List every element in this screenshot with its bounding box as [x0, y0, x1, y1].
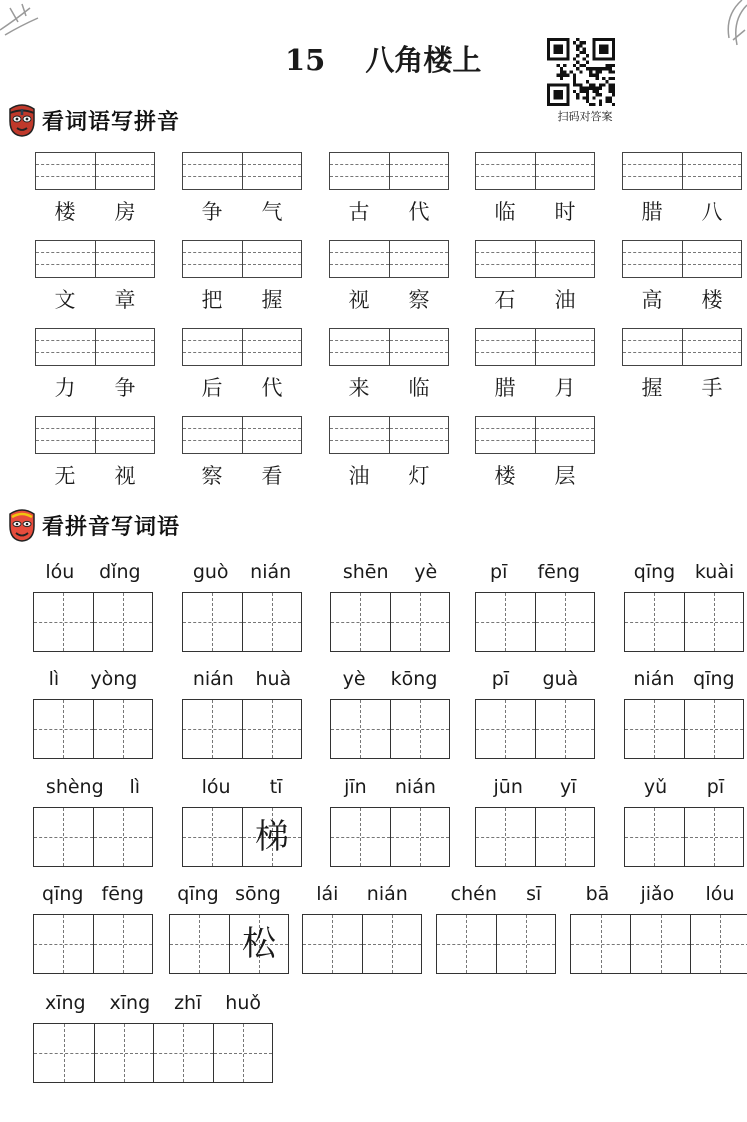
pinyin-writing-grid[interactable]: [329, 240, 449, 278]
character-writing-cell[interactable]: [476, 808, 535, 866]
pinyin-label: [33, 775, 153, 799]
pinyin-syllable: yī: [559, 776, 577, 798]
character-writing-grid[interactable]: [436, 914, 556, 974]
pinyin-writing-cell[interactable]: [330, 417, 389, 453]
character-writing-cell[interactable]: [183, 808, 242, 866]
pinyin-writing-cell[interactable]: [535, 329, 595, 365]
character-writing-grid[interactable]: [182, 807, 302, 867]
word-character: 腊: [494, 376, 516, 400]
pinyin-writing-cell[interactable]: [682, 153, 742, 189]
pinyin-writing-cell[interactable]: [623, 241, 682, 277]
word-label: [475, 463, 595, 489]
character-writing-cell[interactable]: [390, 593, 449, 651]
pinyin-writing-cell[interactable]: [535, 417, 595, 453]
pinyin-writing-grid[interactable]: [329, 328, 449, 366]
character-writing-cell[interactable]: [93, 915, 152, 973]
character-writing-cell[interactable]: [684, 593, 743, 651]
pinyin-syllable: qīng: [42, 883, 84, 905]
pinyin-writing-grid[interactable]: [182, 240, 302, 278]
word-label: [475, 199, 595, 225]
character-writing-grid[interactable]: [475, 592, 595, 652]
word-character: 腊: [641, 200, 663, 224]
pinyin-syllable: lóu: [45, 561, 75, 583]
pinyin-syllable: shēn: [342, 561, 389, 583]
pinyin-label: [182, 667, 302, 691]
pinyin-writing-grid[interactable]: [35, 416, 155, 454]
pinyin-writing-grid[interactable]: [35, 328, 155, 366]
word-label: [182, 463, 302, 489]
pinyin-label: [624, 775, 744, 799]
pinyin-writing-cell[interactable]: [682, 241, 742, 277]
word-character: 握: [261, 288, 283, 312]
pinyin-syllable: yòng: [90, 668, 138, 690]
character-writing-cell[interactable]: [242, 700, 301, 758]
pinyin-writing-grid[interactable]: [622, 152, 742, 190]
character-writing-cell[interactable]: [153, 1024, 213, 1082]
pinyin-writing-cell[interactable]: [183, 153, 242, 189]
pinyin-writing-cell[interactable]: [535, 153, 595, 189]
pinyin-label: [475, 667, 595, 691]
character-writing-grid[interactable]: [302, 914, 422, 974]
character-writing-cell[interactable]: [170, 915, 229, 973]
page-title: [285, 40, 525, 80]
pinyin-writing-cell[interactable]: [623, 153, 682, 189]
pinyin-syllable: nián: [366, 883, 408, 905]
pinyin-writing-cell[interactable]: [330, 329, 389, 365]
word-character: 视: [348, 288, 370, 312]
word-character: 临: [408, 376, 430, 400]
pinyin-syllable: yè: [414, 561, 438, 583]
pinyin-writing-grid[interactable]: [329, 416, 449, 454]
character-writing-cell[interactable]: [34, 593, 93, 651]
pinyin-writing-cell[interactable]: [95, 241, 155, 277]
word-label: [622, 199, 742, 225]
pinyin-syllable: tī: [269, 776, 283, 798]
pinyin-syllable: yǔ: [643, 776, 668, 798]
character-writing-cell[interactable]: [625, 808, 684, 866]
pinyin-syllable: shèng: [45, 776, 104, 798]
lesson-title: 八角楼上: [365, 43, 482, 77]
pinyin-writing-cell[interactable]: [682, 329, 742, 365]
pinyin-label: [330, 775, 450, 799]
word-label: [35, 375, 155, 401]
pinyin-syllable: pī: [491, 668, 510, 690]
pinyin-writing-cell[interactable]: [242, 153, 302, 189]
word-character: 察: [201, 464, 223, 488]
pinyin-writing-grid[interactable]: [182, 328, 302, 366]
character-writing-cell[interactable]: [625, 593, 684, 651]
word-character: 察: [408, 288, 430, 312]
pinyin-writing-grid[interactable]: [35, 240, 155, 278]
pinyin-writing-cell[interactable]: [95, 329, 155, 365]
character-writing-cell[interactable]: [571, 915, 630, 973]
character-writing-grid[interactable]: [33, 1023, 273, 1083]
character-writing-grid[interactable]: [33, 592, 153, 652]
pinyin-writing-cell[interactable]: [36, 329, 95, 365]
qr-code-icon[interactable]: [547, 38, 615, 106]
pinyin-syllable: kōng: [390, 668, 438, 690]
pinyin-writing-grid[interactable]: [475, 416, 595, 454]
pinyin-writing-grid[interactable]: [622, 240, 742, 278]
pinyin-label: [330, 667, 450, 691]
character-writing-cell[interactable]: [535, 593, 594, 651]
pinyin-syllable: jūn: [493, 776, 523, 798]
word-character: 后: [201, 376, 223, 400]
character-writing-cell[interactable]: [690, 915, 747, 973]
pinyin-writing-cell[interactable]: [95, 153, 155, 189]
pinyin-syllable: qīng: [177, 883, 219, 905]
word-character: 文: [54, 288, 76, 312]
pinyin-writing-grid[interactable]: [622, 328, 742, 366]
pinyin-label: [182, 560, 302, 584]
word-label: [329, 463, 449, 489]
word-character: 高: [641, 288, 663, 312]
word-character: 油: [348, 464, 370, 488]
character-writing-cell[interactable]: [183, 593, 242, 651]
word-character: 把: [201, 288, 223, 312]
pinyin-writing-cell[interactable]: [36, 153, 95, 189]
character-writing-cell[interactable]: [34, 1024, 94, 1082]
pinyin-writing-grid[interactable]: [475, 152, 595, 190]
pinyin-syllable: qīng: [633, 561, 676, 583]
word-character: 临: [494, 200, 516, 224]
pinyin-writing-cell[interactable]: [36, 241, 95, 277]
section-heading-pinyin-to-words: [6, 505, 180, 545]
pinyin-syllable: lóu: [201, 776, 231, 798]
character-writing-cell[interactable]: [390, 700, 449, 758]
character-writing-cell[interactable]: [93, 700, 152, 758]
pinyin-syllable: qīng: [693, 668, 735, 690]
opera-mask-icon: [6, 103, 38, 137]
character-writing-cell[interactable]: [630, 915, 689, 973]
character-writing-cell[interactable]: [34, 915, 93, 973]
character-writing-grid[interactable]: [33, 807, 153, 867]
lesson-number: 15: [285, 43, 326, 77]
character-writing-cell[interactable]: [93, 593, 152, 651]
pinyin-writing-grid[interactable]: [475, 328, 595, 366]
word-character: 代: [261, 376, 283, 400]
character-writing-cell[interactable]: [684, 700, 743, 758]
pinyin-label: [624, 560, 744, 584]
pinyin-label: [33, 991, 273, 1015]
pinyin-syllable: pī: [490, 561, 508, 583]
word-label: [475, 375, 595, 401]
pinyin-writing-cell[interactable]: [183, 417, 242, 453]
pinyin-label: [330, 560, 450, 584]
word-label: [329, 199, 449, 225]
pinyin-writing-cell[interactable]: [476, 153, 535, 189]
pinyin-syllable: chén: [450, 883, 497, 905]
word-character: 代: [408, 200, 430, 224]
character-writing-cell[interactable]: [183, 700, 242, 758]
section-heading-words-to-pinyin: [6, 100, 180, 140]
pinyin-syllable: pī: [706, 776, 725, 798]
character-writing-cell[interactable]: [331, 808, 390, 866]
character-writing-cell[interactable]: [303, 915, 362, 973]
character-writing-cell[interactable]: [476, 700, 535, 758]
pinyin-syllable: sī: [526, 883, 542, 905]
pinyin-writing-cell[interactable]: [330, 153, 389, 189]
character-writing-grid[interactable]: [330, 699, 450, 759]
character-writing-grid[interactable]: [33, 914, 153, 974]
word-label: [182, 287, 302, 313]
word-character: 看: [261, 464, 283, 488]
corner-decoration: [687, 0, 747, 60]
character-writing-cell[interactable]: [93, 808, 152, 866]
character-writing-grid[interactable]: [330, 807, 450, 867]
word-character: 气: [261, 200, 283, 224]
pinyin-writing-grid[interactable]: [329, 152, 449, 190]
pinyin-writing-grid[interactable]: [182, 416, 302, 454]
pinyin-writing-cell[interactable]: [389, 153, 449, 189]
handwritten-character: 梯: [254, 817, 289, 857]
character-writing-cell[interactable]: [242, 808, 301, 866]
pinyin-syllable: huǒ: [225, 992, 262, 1014]
pinyin-syllable: nián: [394, 776, 436, 798]
pinyin-label: [182, 775, 302, 799]
pinyin-syllable: jiǎo: [640, 883, 675, 905]
pinyin-writing-cell[interactable]: [242, 241, 302, 277]
word-character: 视: [114, 464, 136, 488]
pinyin-syllable: nián: [192, 668, 234, 690]
word-character: 房: [114, 200, 136, 224]
pinyin-syllable: nián: [250, 561, 292, 583]
character-writing-grid[interactable]: [182, 699, 302, 759]
character-writing-grid[interactable]: [475, 699, 595, 759]
word-character: 时: [554, 200, 576, 224]
word-label: [622, 287, 742, 313]
pinyin-syllable: huà: [255, 668, 292, 690]
pinyin-writing-cell[interactable]: [36, 417, 95, 453]
pinyin-syllable: dǐng: [99, 561, 141, 583]
character-writing-cell[interactable]: [34, 808, 93, 866]
word-character: 月: [554, 376, 576, 400]
pinyin-syllable: lóu: [705, 883, 735, 905]
pinyin-writing-grid[interactable]: [35, 152, 155, 190]
qr-caption: 扫码对答案: [557, 110, 613, 123]
pinyin-syllable: xīng: [109, 992, 151, 1014]
word-character: 楼: [701, 288, 723, 312]
pinyin-writing-cell[interactable]: [330, 241, 389, 277]
pinyin-writing-cell[interactable]: [183, 329, 242, 365]
pinyin-label: [169, 882, 289, 906]
word-character: 争: [114, 376, 136, 400]
word-label: [622, 375, 742, 401]
word-label: [35, 287, 155, 313]
word-character: 手: [701, 376, 723, 400]
character-writing-cell[interactable]: [390, 808, 449, 866]
word-label: [35, 463, 155, 489]
character-writing-cell[interactable]: [242, 593, 301, 651]
character-writing-cell[interactable]: [535, 700, 594, 758]
pinyin-writing-cell[interactable]: [95, 417, 155, 453]
character-writing-grid[interactable]: [169, 914, 289, 974]
word-character: 层: [554, 464, 576, 488]
character-writing-grid[interactable]: [330, 592, 450, 652]
pinyin-label: [436, 882, 556, 906]
character-writing-grid[interactable]: [624, 592, 744, 652]
word-label: [182, 375, 302, 401]
pinyin-syllable: sōng: [235, 883, 281, 905]
pinyin-syllable: kuài: [694, 561, 735, 583]
character-writing-grid[interactable]: [182, 592, 302, 652]
character-writing-grid[interactable]: [33, 699, 153, 759]
pinyin-label: [33, 882, 153, 906]
pinyin-label: [624, 667, 744, 691]
handwritten-character: 松: [241, 924, 276, 964]
pinyin-writing-cell[interactable]: [242, 417, 302, 453]
character-writing-cell[interactable]: [331, 593, 390, 651]
pinyin-syllable: xīng: [44, 992, 86, 1014]
pinyin-label: [33, 560, 153, 584]
pinyin-syllable: lì: [48, 668, 60, 690]
word-character: 章: [114, 288, 136, 312]
pinyin-writing-grid[interactable]: [182, 152, 302, 190]
character-writing-cell[interactable]: [684, 808, 743, 866]
word-character: 楼: [54, 200, 76, 224]
character-writing-cell[interactable]: [331, 700, 390, 758]
pinyin-syllable: lì: [129, 776, 141, 798]
pinyin-writing-cell[interactable]: [623, 329, 682, 365]
word-character: 争: [201, 200, 223, 224]
character-writing-cell[interactable]: [476, 593, 535, 651]
pinyin-writing-cell[interactable]: [389, 329, 449, 365]
character-writing-cell[interactable]: [229, 915, 288, 973]
word-character: 石: [494, 288, 516, 312]
character-writing-cell[interactable]: [535, 808, 594, 866]
word-character: 握: [641, 376, 663, 400]
section-heading-text: 看词语写拼音: [42, 109, 181, 135]
word-character: 楼: [494, 464, 516, 488]
pinyin-syllable: fēng: [101, 883, 144, 905]
character-writing-cell[interactable]: [213, 1024, 273, 1082]
pinyin-syllable: lái: [316, 883, 339, 905]
opera-mask-icon: [6, 508, 38, 542]
pinyin-syllable: guò: [192, 561, 229, 583]
word-character: 八: [701, 200, 723, 224]
pinyin-writing-grid[interactable]: [475, 240, 595, 278]
word-character: 灯: [408, 464, 430, 488]
pinyin-syllable: yè: [342, 668, 366, 690]
character-writing-cell[interactable]: [362, 915, 421, 973]
word-label: [182, 199, 302, 225]
pinyin-writing-cell[interactable]: [476, 329, 535, 365]
pinyin-label: [475, 775, 595, 799]
word-character: 力: [54, 376, 76, 400]
corner-decoration: [0, 0, 60, 40]
character-writing-cell[interactable]: [437, 915, 496, 973]
pinyin-syllable: nián: [633, 668, 675, 690]
character-writing-grid[interactable]: [624, 699, 744, 759]
pinyin-syllable: jīn: [344, 776, 367, 798]
character-writing-cell[interactable]: [625, 700, 684, 758]
pinyin-label: [570, 882, 747, 906]
pinyin-writing-cell[interactable]: [476, 241, 535, 277]
pinyin-writing-cell[interactable]: [242, 329, 302, 365]
pinyin-syllable: guà: [542, 668, 579, 690]
section-heading-text: 看拼音写词语: [42, 514, 181, 540]
pinyin-writing-cell[interactable]: [535, 241, 595, 277]
pinyin-label: [33, 667, 153, 691]
pinyin-label: [475, 560, 595, 584]
pinyin-syllable: zhī: [174, 992, 202, 1014]
pinyin-writing-cell[interactable]: [476, 417, 535, 453]
pinyin-syllable: bā: [585, 883, 610, 905]
character-writing-cell[interactable]: [496, 915, 555, 973]
pinyin-writing-cell[interactable]: [183, 241, 242, 277]
word-label: [35, 199, 155, 225]
character-writing-grid[interactable]: [475, 807, 595, 867]
character-writing-grid[interactable]: [624, 807, 744, 867]
character-writing-cell[interactable]: [34, 700, 93, 758]
word-label: [329, 375, 449, 401]
word-character: 来: [348, 376, 370, 400]
word-character: 无: [54, 464, 76, 488]
pinyin-writing-cell[interactable]: [389, 241, 449, 277]
pinyin-writing-cell[interactable]: [389, 417, 449, 453]
word-character: 油: [554, 288, 576, 312]
word-label: [475, 287, 595, 313]
word-label: [329, 287, 449, 313]
character-writing-cell[interactable]: [94, 1024, 154, 1082]
pinyin-syllable: fēng: [537, 561, 580, 583]
word-character: 古: [348, 200, 370, 224]
pinyin-label: [302, 882, 422, 906]
character-writing-grid[interactable]: [570, 914, 747, 974]
